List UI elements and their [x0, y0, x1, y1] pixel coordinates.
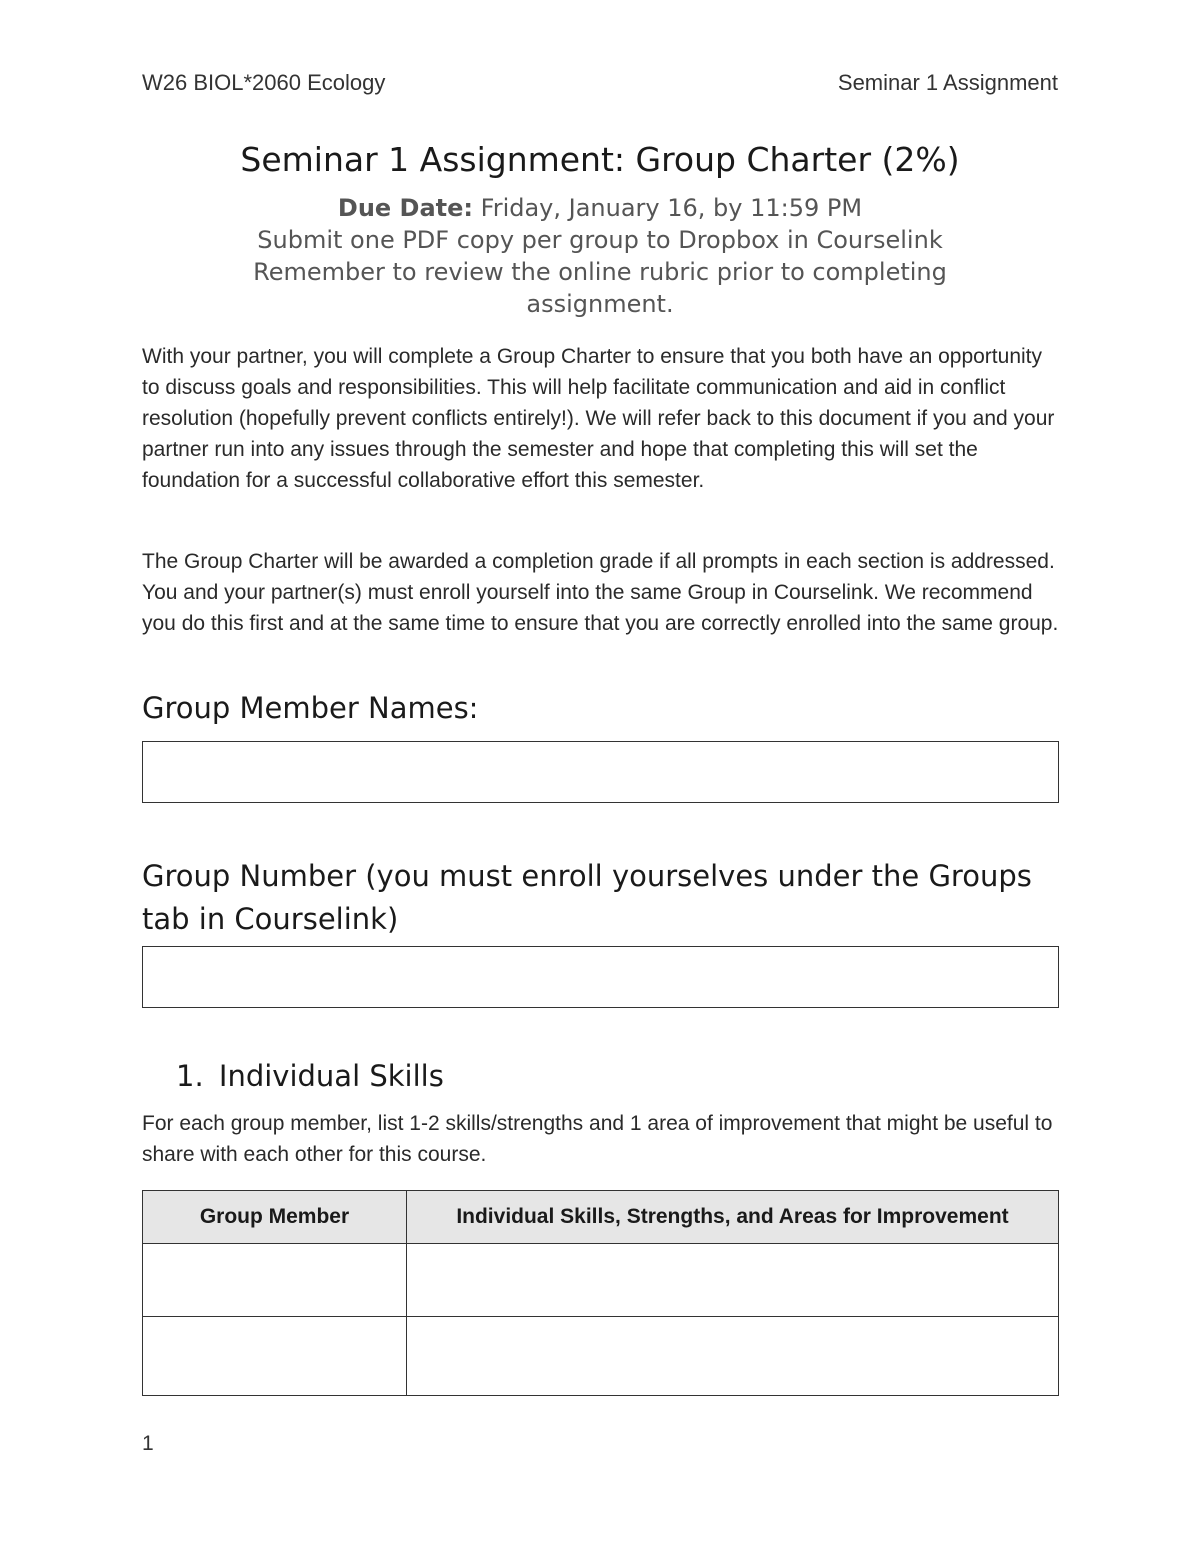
- rubric-reminder: Remember to review the online rubric prior to completing assignment.: [253, 258, 947, 318]
- due-date-value: Friday, January 16, by 11:59 PM: [480, 194, 863, 222]
- due-info: [180, 192, 1020, 320]
- group-names-heading: Group Member Names:: [142, 691, 479, 725]
- intro-paragraph: With your partner, you will complete a Group Charter to ensure that you both have an opportunity to discuss goals and responsibilities. This will help facilitate communication and aid in conflict resolution (hopefully prevent conflicts entirely!). We will refer back to this document if you and your partner run into any issues through the semester and hope that completing this will set the foundation for a successful collaborative effort this semester.: [142, 345, 1055, 492]
- page-title: Seminar 1 Assignment: Group Charter (2%): [240, 140, 960, 179]
- column-header-group-member: Group Member: [143, 1191, 407, 1244]
- grading-paragraph: The Group Charter will be awarded a completion grade if all prompts in each section is addressed. You and your partner(s) must enroll yourself into the same Group in Courselink. We recommend you do this first and at the same time to ensure that you are correctly enrolled into the same group.: [142, 550, 1059, 635]
- skills-cell[interactable]: [407, 1317, 1059, 1396]
- group-number-field[interactable]: [142, 946, 1059, 1008]
- group-number-heading: Group Number (you must enroll yourselves under the Groups tab in Courselink): [142, 859, 1032, 936]
- header-assignment: Seminar 1 Assignment: [837, 70, 1058, 95]
- column-header-skills: Individual Skills, Strengths, and Areas for Improvement: [407, 1191, 1059, 1244]
- member-cell[interactable]: [143, 1317, 407, 1396]
- skills-table: [142, 1190, 1059, 1396]
- table-row: [143, 1317, 1059, 1396]
- page-number: 1: [142, 1432, 154, 1455]
- skills-cell[interactable]: [407, 1244, 1059, 1317]
- due-date-label: Due Date:: [337, 194, 473, 222]
- header-course: W26 BIOL*2060 Ecology: [142, 70, 386, 95]
- section-title: Individual Skills: [218, 1059, 444, 1093]
- due-date-line: [180, 192, 1020, 224]
- table-header-row: [143, 1191, 1059, 1244]
- group-names-field[interactable]: [142, 741, 1059, 803]
- submit-instructions: Submit one PDF copy per group to Dropbox in Courselink: [257, 226, 943, 254]
- section-heading-individual-skills: [176, 1059, 444, 1093]
- table-row: [143, 1244, 1059, 1317]
- skills-instructions: For each group member, list 1-2 skills/strengths and 1 area of improvement that might be useful to share with each other for this course.: [142, 1112, 1053, 1166]
- member-cell[interactable]: [143, 1244, 407, 1317]
- section-number: 1.: [176, 1059, 204, 1093]
